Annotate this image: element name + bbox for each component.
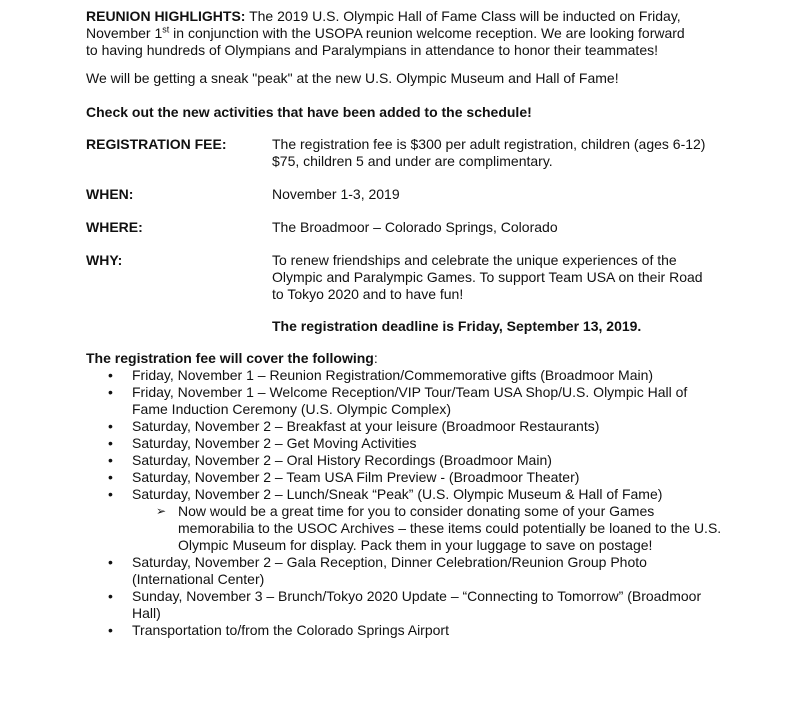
- bullet-icon: •: [108, 435, 113, 451]
- list-item: [86, 435, 726, 452]
- reunion-highlights-paragraph: [86, 8, 696, 59]
- list-item-text: Saturday, November 2 – Get Moving Activities: [132, 435, 417, 451]
- coverage-heading-text: The registration fee will cover the following: [86, 350, 374, 366]
- list-item-text: Friday, November 1 – Reunion Registration/Commemorative gifts (Broadmoor Main): [132, 367, 654, 383]
- bullet-icon: •: [108, 469, 113, 485]
- arrow-bullet-icon: ➢: [156, 504, 167, 518]
- bullet-icon: •: [108, 418, 113, 434]
- bullet-icon: •: [108, 367, 113, 383]
- list-item: [86, 384, 726, 418]
- list-item-text: Saturday, November 2 – Breakfast at your leisure (Broadmoor Restaurants): [132, 418, 600, 434]
- highlights-text-2: in conjunction with the USOPA reunion welcome reception. We are looking forward to having hundreds of Olympians and Paralympians in attendance to honor their teammates!: [86, 25, 685, 58]
- coverage-section: [86, 350, 726, 639]
- list-item: [86, 418, 726, 435]
- registration-deadline: The registration deadline is Friday, September 13, 2019.: [272, 318, 642, 334]
- sub-list-item-text: Now would be a great time for you to consider donating some of your Games memorabilia to the USOC Archives – these items could potentially be loaned to the U.S. Olympic Museum for display. Pack them in your luggage to save on postage!: [178, 503, 722, 553]
- list-item: [86, 588, 726, 622]
- list-item-text: Sunday, November 3 – Brunch/Tokyo 2020 Update – “Connecting to Tomorrow” (Broadmoor Hall): [132, 588, 702, 621]
- bullet-icon: •: [108, 384, 113, 400]
- coverage-heading: [86, 350, 726, 367]
- when-label: WHEN:: [86, 186, 134, 202]
- list-item: [86, 486, 726, 503]
- sneak-peak-text: We will be getting a sneak "peak" at the new U.S. Olympic Museum and Hall of Fame!: [86, 70, 619, 86]
- sub-list-item: [86, 503, 726, 554]
- list-item-text: Friday, November 1 – Welcome Reception/VIP Tour/Team USA Shop/U.S. Olympic Hall of Fame Induction Ceremony (U.S. Olympic Complex): [132, 384, 688, 417]
- highlights-superscript: st: [162, 24, 170, 35]
- check-out-paragraph: [86, 104, 726, 121]
- bullet-icon: •: [108, 588, 113, 604]
- highlights-label: REUNION HIGHLIGHTS:: [86, 8, 246, 24]
- list-item-text: Saturday, November 2 – Team USA Film Preview - (Broadmoor Theater): [132, 469, 580, 485]
- list-item-text: Saturday, November 2 – Gala Reception, Dinner Celebration/Reunion Group Photo (International Center): [132, 554, 647, 587]
- registration-fee-value: The registration fee is $300 per adult registration, children (ages 6-12) $75, children 5 and under are complimentary.: [272, 136, 706, 169]
- where-value: The Broadmoor – Colorado Springs, Colorado: [272, 219, 558, 235]
- highlights-text-1: The 2019 U.S. Olympic Hall of Fame Class will be inducted on Friday, November 1: [86, 8, 681, 41]
- why-label: WHY:: [86, 252, 123, 268]
- coverage-heading-colon: :: [373, 350, 378, 366]
- list-item-text: Saturday, November 2 – Lunch/Sneak “Peak” (U.S. Olympic Museum & Hall of Fame): [132, 486, 663, 502]
- coverage-list-continued: [86, 554, 726, 639]
- bullet-icon: •: [108, 452, 113, 468]
- where-label: WHERE:: [86, 219, 143, 235]
- list-item: [86, 469, 726, 486]
- bullet-icon: •: [108, 486, 113, 502]
- list-item: [86, 622, 726, 639]
- when-value: November 1-3, 2019: [272, 186, 400, 202]
- bullet-icon: •: [108, 554, 113, 570]
- list-item: [86, 367, 726, 384]
- list-item-text: Transportation to/from the Colorado Springs Airport: [132, 622, 449, 638]
- coverage-list: [86, 367, 726, 503]
- sneak-peak-paragraph: [86, 70, 726, 87]
- why-value: To renew friendships and celebrate the unique experiences of the Olympic and Paralympic Games. To support Team USA on their Road to Tokyo 2020 and to have fun!: [272, 252, 703, 302]
- registration-fee-label: REGISTRATION FEE:: [86, 136, 227, 152]
- check-out-text: Check out the new activities that have been added to the schedule!: [86, 104, 532, 120]
- bullet-icon: •: [108, 622, 113, 638]
- list-item: [86, 452, 726, 469]
- list-item: [86, 554, 726, 588]
- list-item-text: Saturday, November 2 – Oral History Recordings (Broadmoor Main): [132, 452, 552, 468]
